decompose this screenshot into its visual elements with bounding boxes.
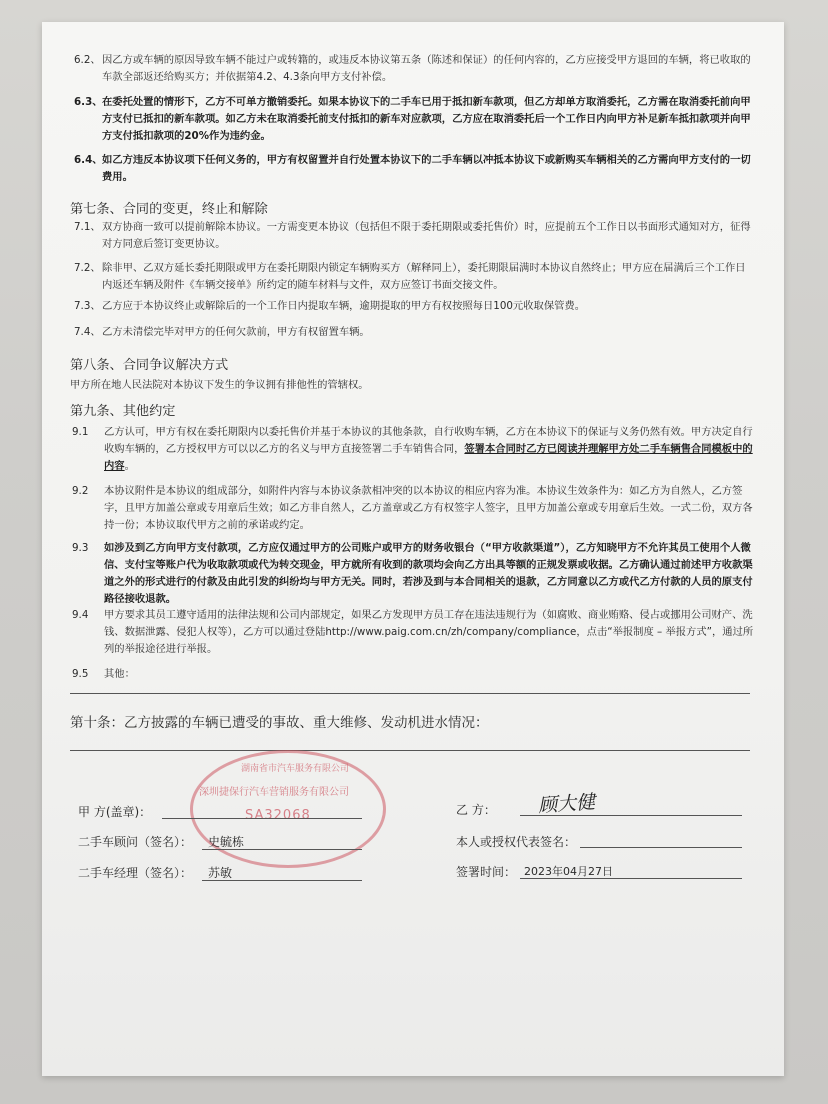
clause-text: 其他： <box>104 668 135 680</box>
party-a-label: 甲 方(盖章)： <box>78 805 152 819</box>
contract-page <box>42 22 784 1076</box>
clause-text: 在委托处置的情形下，乙方不可单方撤销委托。如果本协议下的二手车已用于抵扣新车款项，但乙方却单方取消委托，乙方需在取消委托前向甲方支付已抵扣的新车款项。如乙方未在取消委托前支付抵扣的新车对应款项，乙方应在取消委托后一个工作日内向甲方补足新车抵扣款项并向甲方支付抵扣款项的20%作为违约金。 <box>102 96 751 142</box>
party-a-line <box>162 818 362 819</box>
clause-text: 因乙方或车辆的原因导致车辆不能过户或转籍的，或违反本协议第五条（陈述和保证）的任何内容的，乙方应接受甲方退回的车辆，将已收取的车款全部返还给购买方；并依据第4.2、4.3条向甲方支付补偿。 <box>102 54 751 83</box>
clause-number: 7.2、 <box>74 262 101 274</box>
advisor-label: 二手车顾问（签名）： <box>78 835 193 849</box>
clause-number: 6.4、 <box>74 154 103 166</box>
clause-number: 9.5 <box>72 668 89 680</box>
clause-tail: 。 <box>124 460 135 472</box>
section-heading-8: 第八条、合同争议解决方式 <box>70 358 229 373</box>
clause-body: 乙方认可，甲方有权在委托期限内以委托售价并基于本协议的其他条款，自行收购车辆，乙方在本协议下的保证与义务仍然有效。甲方决定自行收购车辆的，乙方授权甲方可以以乙方的名义与甲方直接签署二手车销售合同， <box>104 426 753 455</box>
clause-text: 双方协商一致可以提前解除本协议。一方需变更本协议（包括但不限于委托期限或委托售价）时，应提前五个工作日以书面形式通知对方，征得对方同意后签订变更协议。 <box>102 221 751 250</box>
party-b-label: 乙 方： <box>456 803 496 817</box>
clause-number: 9.4 <box>72 609 89 621</box>
clause-text: 本协议附件是本协议的组成部分，如附件内容与本协议条款相冲突的以本协议的相应内容为准。本协议生效条件为：如乙方为自然人，乙方签字，且甲方加盖公章或专用章后生效；如乙方非自然人，乙方盖章或乙方有权签字人签字，且甲方加盖公章或专用章后生效。一式二份，双方各持一份；本协议取代甲方之前的承诺或约定。 <box>104 485 753 531</box>
advisor-name: 史毓栋 <box>208 835 245 849</box>
clause-text: 甲方要求其员工遵守适用的法律法规和公司内部规定，如果乙方发现甲方员工存在违法违规行为（如腐败、商业贿赂、侵占或挪用公司财产、洗钱、数据泄露、侵犯人权等），乙方可以通过登陆http://www.paig.com.cn/zh/company/compliance，点击“举报制度 – 举报方式”，通过所列的举报途径进行举报。 <box>104 609 754 655</box>
representative-label: 本人或授权代表签名： <box>456 835 577 849</box>
advisor-line <box>202 849 362 850</box>
manager-label: 二手车经理（签名）： <box>78 866 193 880</box>
representative-line <box>580 847 742 848</box>
clause-text: 除非甲、乙双方延长委托期限或甲方在委托期限内锁定车辆购买方（解释同上），委托期限届满时本协议自然终止；甲方应在届满后三个工作日内返还车辆及附件《车辆交接单》所约定的随车材料与文件，双方应签订书面交接文件。 <box>102 262 746 291</box>
clause-text: 乙方应于本协议终止或解除后的一个工作日内提取车辆，逾期提取的甲方有权按照每日100元收取保管费。 <box>102 300 586 312</box>
clause-number: 6.3、 <box>74 96 103 108</box>
section-heading-9: 第九条、其他约定 <box>70 404 176 419</box>
clause-number: 7.4、 <box>74 326 101 338</box>
clause-text: 乙方未清偿完毕对甲方的任何欠款前，甲方有权留置车辆。 <box>102 326 370 338</box>
clause-8-text: 甲方所在地人民法院对本协议下发生的争议拥有排他性的管辖权。 <box>70 379 369 391</box>
clause-number: 6.2、 <box>74 54 101 66</box>
seal-top-text: 湖南省市汽车服务有限公司 <box>241 764 350 774</box>
disclosure-line <box>70 750 750 751</box>
party-b-signature: 顾大健 <box>537 791 596 817</box>
date-label: 签署时间： <box>456 865 517 879</box>
clause-number: 7.3、 <box>74 300 101 312</box>
clause-number: 7.1、 <box>74 221 101 233</box>
seal-code-text: SA32068 <box>245 808 311 823</box>
section-heading-10: 第十条：乙方披露的车辆已遭受的事故、重大维修、发动机进水情况： <box>70 715 489 731</box>
seal-company-text: 深圳捷保行汽车营销服务有限公司 <box>199 787 349 798</box>
section-heading-7: 第七条、合同的变更，终止和解除 <box>70 202 268 217</box>
clause-number: 9.2 <box>72 485 89 497</box>
date-line <box>520 878 742 879</box>
clause-emphasis: 签署本合同时乙方已阅读并理解甲方处二手车辆售合同模板中的内容 <box>104 443 753 472</box>
clause-number: 9.1 <box>72 426 89 438</box>
manager-line <box>202 880 362 881</box>
clause-number: 9.3 <box>72 542 89 554</box>
party-b-line <box>520 815 742 816</box>
date-value: 2023年04月27日 <box>524 865 613 878</box>
other-terms-line <box>70 693 750 694</box>
clause-text: 如乙方违反本协议项下任何义务的，甲方有权留置并自行处置本协议下的二手车辆以冲抵本协议下或新购买车辆相关的乙方需向甲方支付的一切费用。 <box>102 154 751 183</box>
clause-text: 如涉及到乙方向甲方支付款项，乙方应仅通过甲方的公司账户或甲方的财务收银台（“甲方收款渠道”），乙方知晓甲方不允许其员工使用个人微信、支付宝等账户代为收取款项或代为转交现金，甲方就所有收到的款项均会向乙方出具等额的正规发票或收据。乙方确认通过前述甲方收款渠道之外的形式进行的付款及由此引发的纠纷均与甲方无关。同时，若涉及到与本合同相关的退款，乙方同意以乙方或代乙方付款的人员的原支付路径接收退款。 <box>104 542 753 605</box>
company-seal <box>190 750 386 868</box>
clause-text <box>104 424 762 475</box>
manager-name: 苏敏 <box>208 866 233 880</box>
